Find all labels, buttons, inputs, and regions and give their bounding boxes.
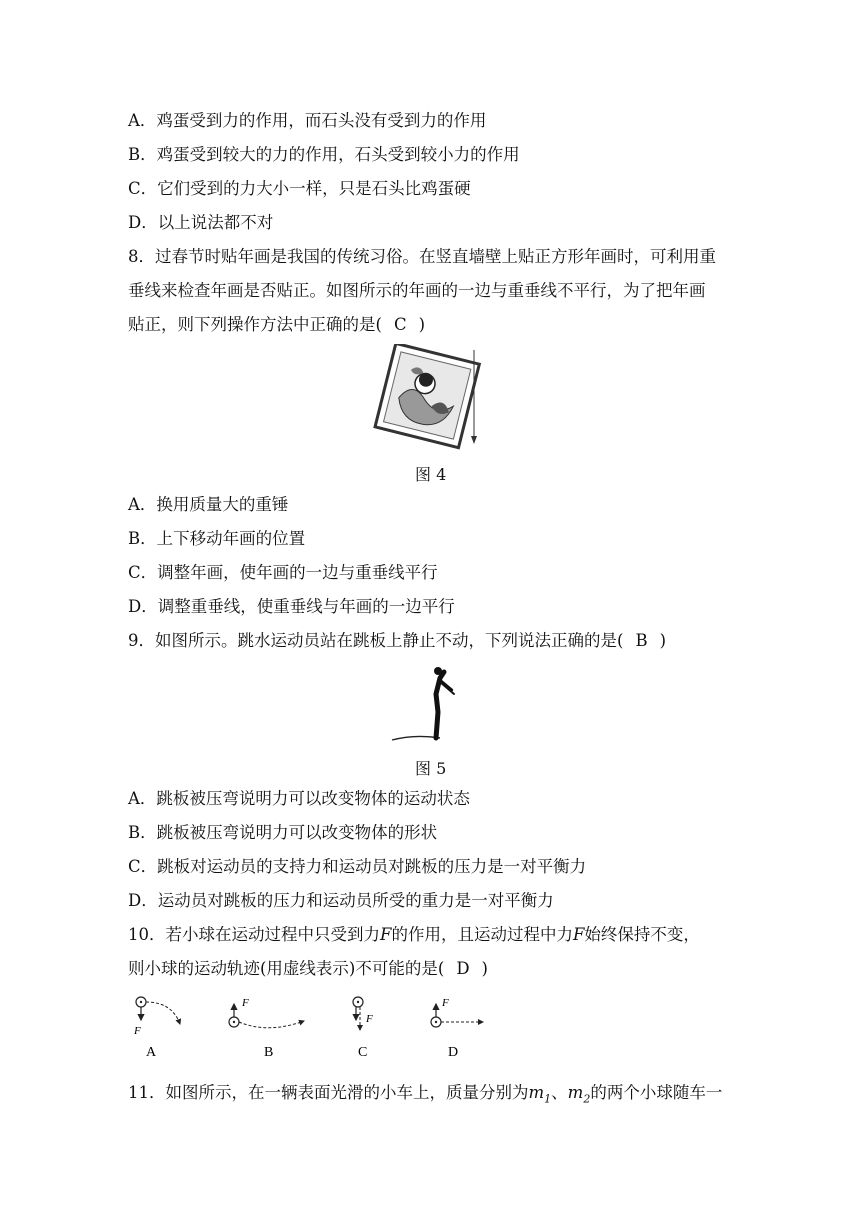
q7-option-b: B．鸡蛋受到较大的力的作用，石头受到较小力的作用: [128, 145, 520, 164]
q11-mass-2: $m_2$: [567, 1083, 591, 1106]
q7-option-d: D．以上说法都不对: [128, 213, 274, 232]
q8-stem-text: 贴正，则下列操作方法中正确的是(: [128, 315, 382, 334]
q9-option-b: B．跳板被压弯说明力可以改变物体的形状: [128, 823, 438, 842]
q7-option-c: C．它们受到的力大小一样，只是石头比鸡蛋硬: [128, 179, 471, 198]
q10-force-symbol: F: [380, 925, 392, 944]
q8-option-a: A．换用质量大的重锤: [128, 495, 289, 514]
q8-stem-line3: [128, 314, 425, 336]
q9-option-a: A．跳板被压弯说明力可以改变物体的运动状态: [128, 789, 470, 808]
q10-option-b-diagram: [229, 997, 304, 1060]
q10-text-d: 则小球的运动轨迹(用虚线表示)不可能的是(: [128, 959, 445, 978]
q10-answer: D: [456, 959, 470, 978]
q10-option-d-diagram: [431, 997, 483, 1060]
q8-stem-line1: 8．过春节时贴年画是我国的传统习俗。在竖直墙壁上贴正方形年画时，可利用重: [128, 247, 716, 266]
svg-text:F: F: [366, 1013, 373, 1025]
q10-label-b: B: [264, 1045, 274, 1060]
new-year-painting-figure: [370, 344, 490, 450]
diver-figure: [390, 664, 460, 744]
q9-answer: B: [635, 631, 648, 650]
q9-option-d: D．运动员对跳板的压力和运动员所受的重力是一对平衡力: [128, 891, 554, 910]
q8-close-paren: ): [418, 315, 425, 334]
q10-text-a: 10．若小球在运动过程中只受到力: [128, 925, 380, 944]
q10-label-d: D: [448, 1045, 459, 1060]
q10-option-c-diagram: [353, 997, 373, 1060]
q11-text-b: 的两个小球随车一: [590, 1083, 723, 1102]
svg-text:F: F: [134, 1025, 141, 1037]
figure-4-caption: 图 4: [415, 465, 447, 484]
q7-option-a: A．鸡蛋受到力的作用，而石头没有受到力的作用: [128, 111, 487, 130]
q9-option-c: C．跳板对运动员的支持力和运动员对跳板的压力是一对平衡力: [128, 857, 587, 876]
q8-answer: C: [393, 315, 407, 334]
q10-label-c: C: [358, 1045, 368, 1060]
q8-stem-line2: 垂线来检查年画是否贴正。如图所示的年画的一边与重垂线不平行，为了把年画: [128, 281, 706, 300]
q10-option-a-diagram: [133, 997, 180, 1060]
q10-text-b: 的作用，且运动过程中力: [391, 925, 573, 944]
q11-text-a: 11．如图所示，在一辆表面光滑的小车上，质量分别为: [128, 1083, 529, 1102]
q10-force-symbol-2: F: [572, 925, 585, 944]
q9-stem-text: 9．如图所示。跳水运动员站在跳板上静止不动，下列说法正确的是(: [128, 631, 624, 650]
q10-close-paren: ): [481, 959, 488, 978]
figure-5-caption: 图 5: [415, 759, 447, 778]
svg-text:F: F: [442, 997, 449, 1009]
q8-option-b: B．上下移动年画的位置: [128, 529, 306, 548]
q10-label-a: A: [146, 1045, 157, 1060]
q10-text-c: 始终保持不变，: [584, 925, 700, 944]
q9-close-paren: ): [659, 631, 667, 650]
q11-separator: 、: [551, 1083, 568, 1102]
q10-stem-line2: [128, 958, 488, 980]
q11-stem-line1: [128, 1082, 722, 1110]
q11-mass-1: $m_1$: [528, 1083, 552, 1106]
q10-stem-line1: [128, 924, 700, 946]
q10-trajectory-figures: [128, 994, 498, 1060]
q8-option-d: D．调整重垂线，使重垂线与年画的一边平行: [128, 597, 455, 616]
q8-option-c: C．调整年画，使年画的一边与重垂线平行: [128, 563, 438, 582]
svg-text:F: F: [242, 997, 249, 1009]
q9-stem: [128, 630, 666, 652]
